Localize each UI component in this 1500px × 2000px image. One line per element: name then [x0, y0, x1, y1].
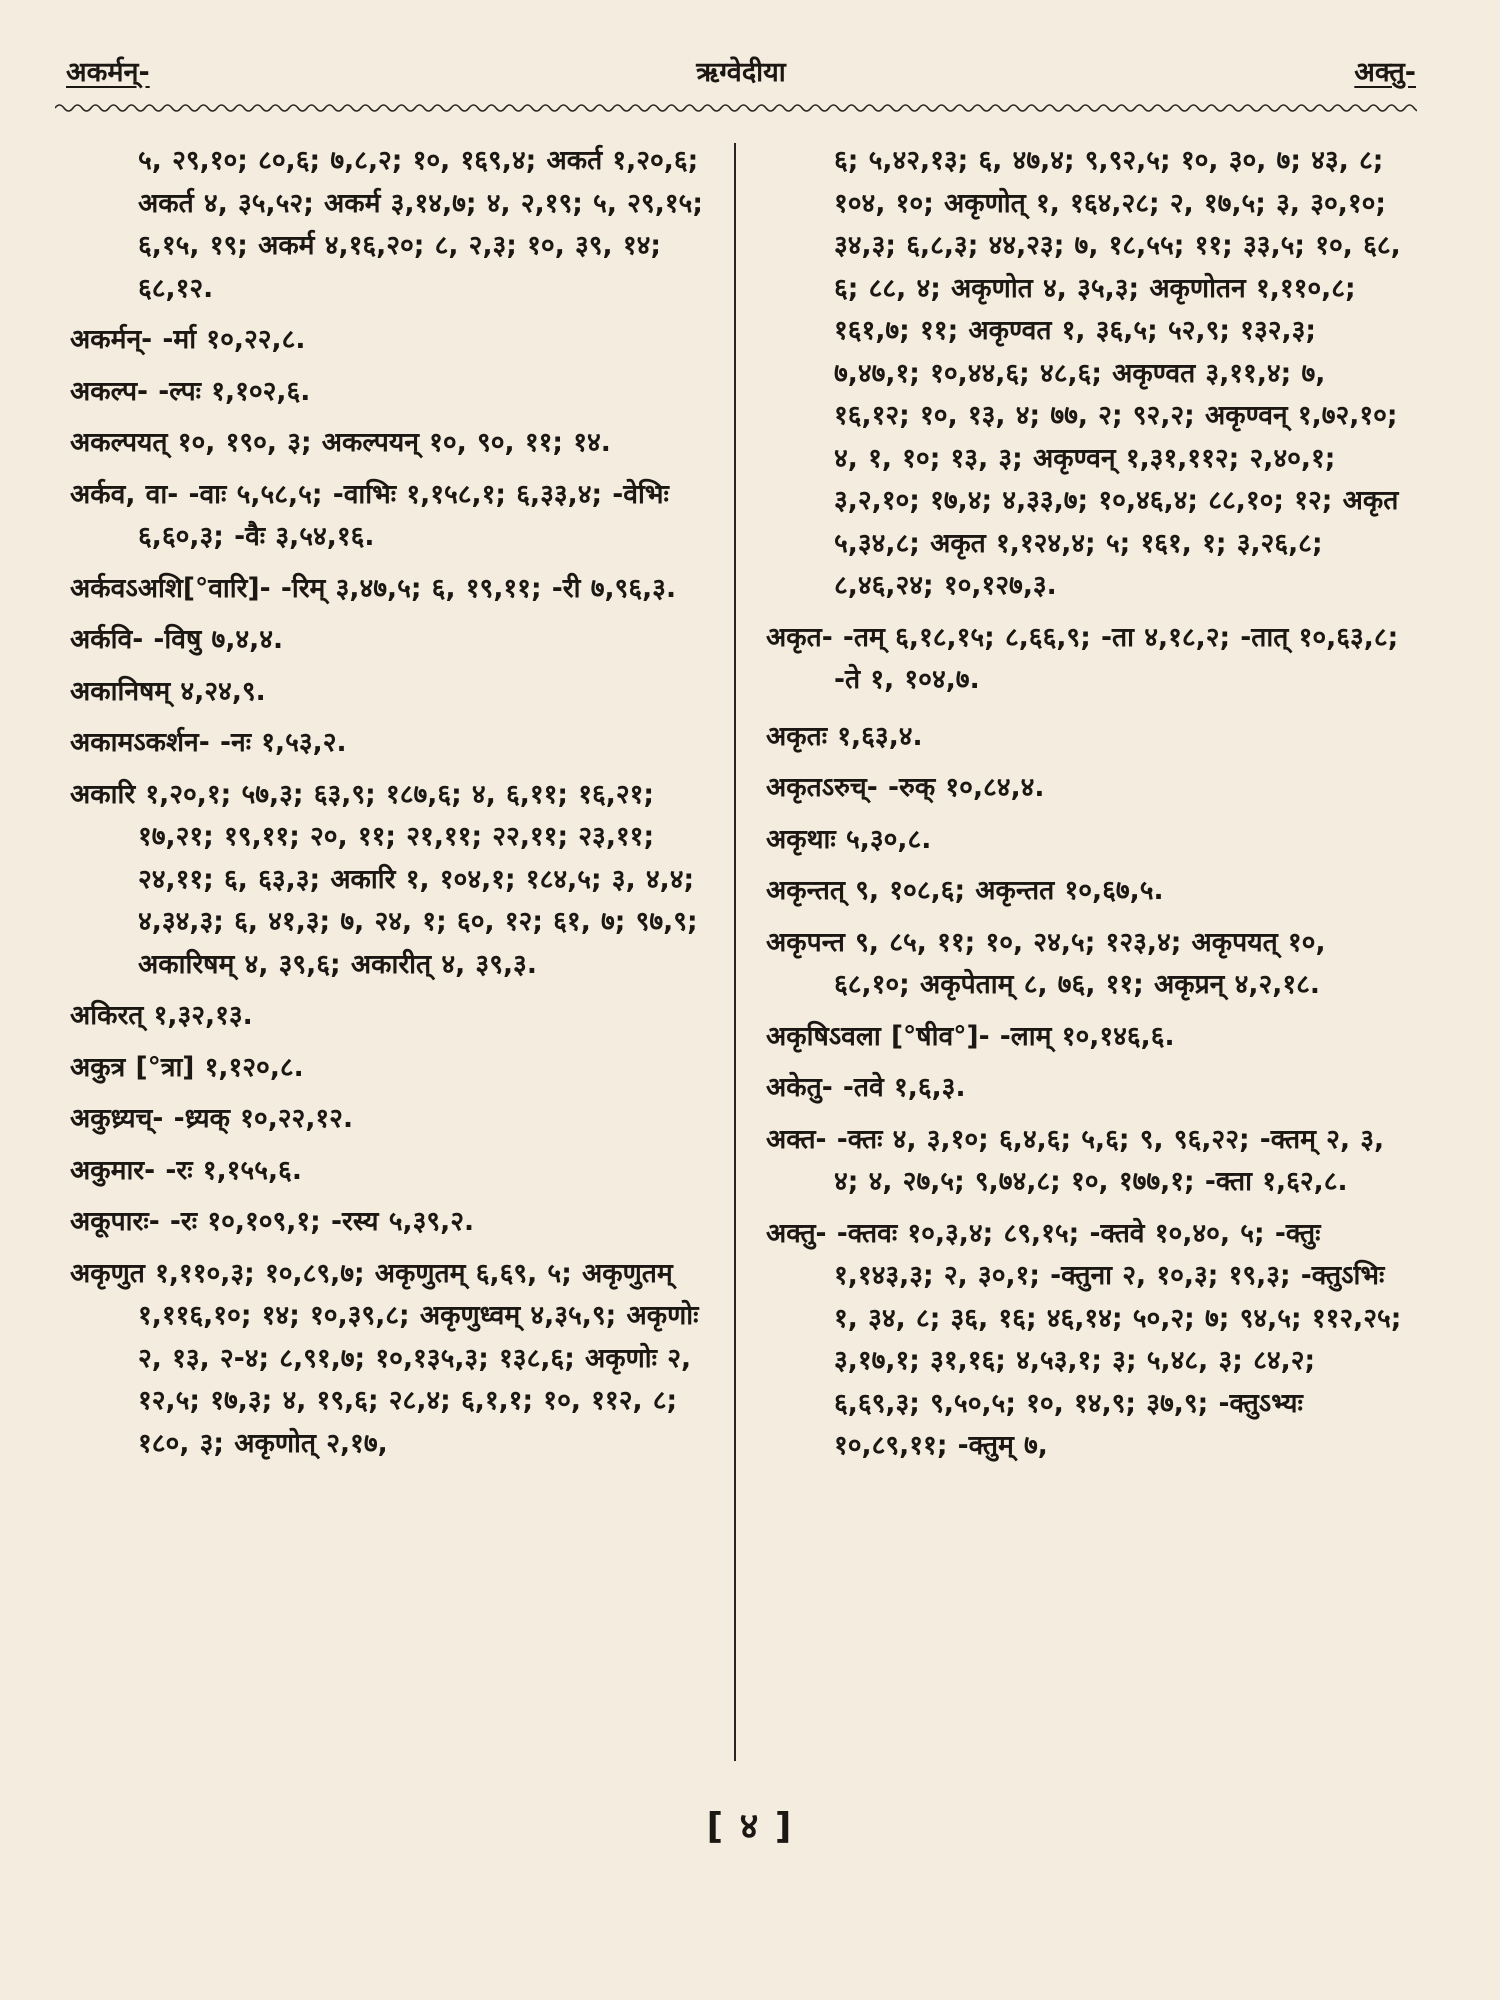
dictionary-entry: अकामऽकर्शन- -नः १,५३,२.	[70, 727, 347, 758]
dictionary-entry: अकेतु- -तवे १,६,३.	[766, 1072, 966, 1103]
dictionary-entry: अकृतऽरुच्- -रुक् १०,८४,४.	[766, 772, 1045, 803]
dictionary-entry: अकर्मन्- -र्मा १०,२२,८.	[70, 324, 306, 355]
header-wavy-rule	[55, 101, 1417, 115]
dictionary-entry: अकृन्तत् ९, १०८,६; अकृन्तत १०,६७,५.	[766, 875, 1164, 906]
dictionary-entry: अर्कव, वा- -वाः ५,५८,५; -वाभिः १,१५८,१; ६,३३,४; -वेभिः ६,६०,३; -वैः ३,५४,१६.	[70, 478, 669, 552]
header-first-headword: अकर्मन्-	[66, 57, 150, 88]
dictionary-entry: अर्कवऽअशि[°वारि]- -रिम् ३,४७,५; ६, १९,११; -री ७,९६,३.	[70, 572, 677, 604]
page-number: [ ४ ]	[706, 1806, 794, 1847]
dictionary-entry: अकारि १,२०,१; ५७,३; ६३,९; १८७,६; ४, ६,११; १६,२१; १७,२१; १९,११; २०, ११; २१,११; २२,११; २३,११; २४,११; ६, ६३,३; अकारि १, १०४,१; १८४,५; ३, ४,४; ४,३४,३; ६, ४१,३; ७, २४, १; ६०, १२; ६१, ७; ९७,९; अकारिषम् ४, ३९,६; अकारीत् ४, ३९,३.	[70, 778, 698, 980]
dictionary-entry: अकानिषम् ४,२४,९.	[70, 675, 266, 707]
dictionary-entry: अकृपन्त ९, ८५, ११; १०, २४,५; १२३,४; अकृपयत् १०, ६८,१०; अकृपेताम् ८, ७६, ११; अकृप्रन् ४,२,१८.	[766, 926, 1326, 1000]
dictionary-entry: अकूपारः- -रः १०,१०९,१; -रस्य ५,३९,२.	[70, 1206, 475, 1237]
dictionary-entry: अकृथाः ५,३०,८.	[766, 823, 932, 855]
running-header	[66, 52, 1416, 92]
header-last-headword: अक्तु-	[1354, 57, 1416, 88]
dictionary-entry: अकृणुत १,११०,३; १०,८९,७; अकृणुतम् ६,६९, ५; अकृणुतम् १,११६,१०; १४; १०,३९,८; अकृणुध्वम् ४,३५,९; अकृणोः २, १३, २-४; ८,९१,७; १०,१३५,३; १३८,६; अकृणोः २, १२,५; १७,३; ४, १९,६; २८,४; ६,१,१; १०, ११२, ८; १८०, ३; अकृणोत् २,१७,	[70, 1257, 699, 1459]
dictionary-entry: अकुध्र्यच्- -ध्र्यक् १०,२२,१२.	[70, 1103, 354, 1134]
right-column	[766, 140, 1406, 1477]
entry-continuation: ५, २९,१०; ८०,६; ७,८,२; १०, १६९,४; अकर्त १,२०,६; अकर्त ४, ३५,५२; अकर्म ३,१४,७; ४, २,१९; ५, २९,१५; ६,१५, १९; अकर्म ४,१६,२०; ८, २,३; १०, ३९, १४; ६८,१२.	[138, 145, 703, 304]
dictionary-entry: अकृतः १,६३,४.	[766, 720, 923, 752]
dictionary-entry: अकिरत् १,३२,१३.	[70, 1000, 253, 1031]
dictionary-entry: अर्कवि- -विषु ७,४,४.	[70, 624, 284, 655]
dictionary-entry: अकृषिऽवला [°षीव°]- -लाम् १०,१४६,६.	[766, 1020, 1175, 1052]
dictionary-entry: अकुमार- -रः १,१५५,६.	[70, 1154, 302, 1186]
header-title: ऋग्वेदीया	[696, 57, 786, 88]
dictionary-entry: अक्तु- -क्तवः १०,३,४; ८९,१५; -क्तवे १०,४०, ५; -क्तुः १,१४३,३; २, ३०,१; -क्तुना २, १०,३; १९,३; -क्तुऽभिः १, ३४, ८; ३६, १६; ४६,१४; ५०,२; ७; ९४,५; ११२,२५; ३,१७,१; ३१,१६; ४,५३,१; ३; ५,४८, ३; ८४,२; ६,६९,३; ९,५०,५; १०, १४,९; ३७,९; -क्तुऽभ्यः १०,८९,११; -क्तुम् ७,	[766, 1217, 1402, 1461]
dictionary-entry: अकृत- -तम् ६,१८,१५; ८,६६,९; -ता ४,१८,२; -तात् १०,६३,८; -ते १, १०४,७.	[766, 621, 1399, 695]
dictionary-entry: अक्त- -क्तः ४, ३,१०; ६,४,६; ५,६; ९, ९६,२२; -क्तम् २, ३, ४; ४, २७,५; ९,७४,८; १०, १७७,१; -क्ता १,६२,८.	[766, 1123, 1385, 1197]
column-divider	[734, 143, 736, 1761]
dictionary-entry: अकुत्र [°त्रा] १,१२०,८.	[70, 1051, 304, 1083]
dictionary-entry: अकल्प- -ल्पः १,१०२,६.	[70, 375, 311, 407]
entry-continuation: ६; ५,४२,१३; ६, ४७,४; ९,९२,५; १०, ३०, ७; ४३, ८; १०४, १०; अकृणोत् १, १६४,२८; २, १७,५; ३, ३०,१०; ३४,३; ६,८,३; ४४,२३; ७, १८,५५; ११; ३३,५; १०, ६८, ६; ८८, ४; अकृणोत ४, ३५,३; अकृणोतन १,११०,८; १६१,७; ११; अकृण्वत १, ३६,५; ५२,९; १३२,३; ७,४७,१; १०,४४,६; ४८,६; अकृण्वत ३,११,४; ७, १६,१२; १०, १३, ४; ७७, २; ९२,२; अकृण्वन् १,७२,१०; ४, १, १०; १३, ३; अकृण्वन् १,३१,११२; २,४०,१; ३,२,१०; १७,४; ४,३३,७; १०,४६,४; ८८,१०; १२; अकृत ५,३४,८; अकृत १,१२४,४; ५; १६१, १; ३,२६,८; ८,४६,२४; १०,१२७,३.	[834, 145, 1401, 601]
dictionary-entry: अकल्पयत् १०, १९०, ३; अकल्पयन् १०, ९०, ११; १४.	[70, 427, 611, 458]
left-column	[70, 140, 715, 1474]
